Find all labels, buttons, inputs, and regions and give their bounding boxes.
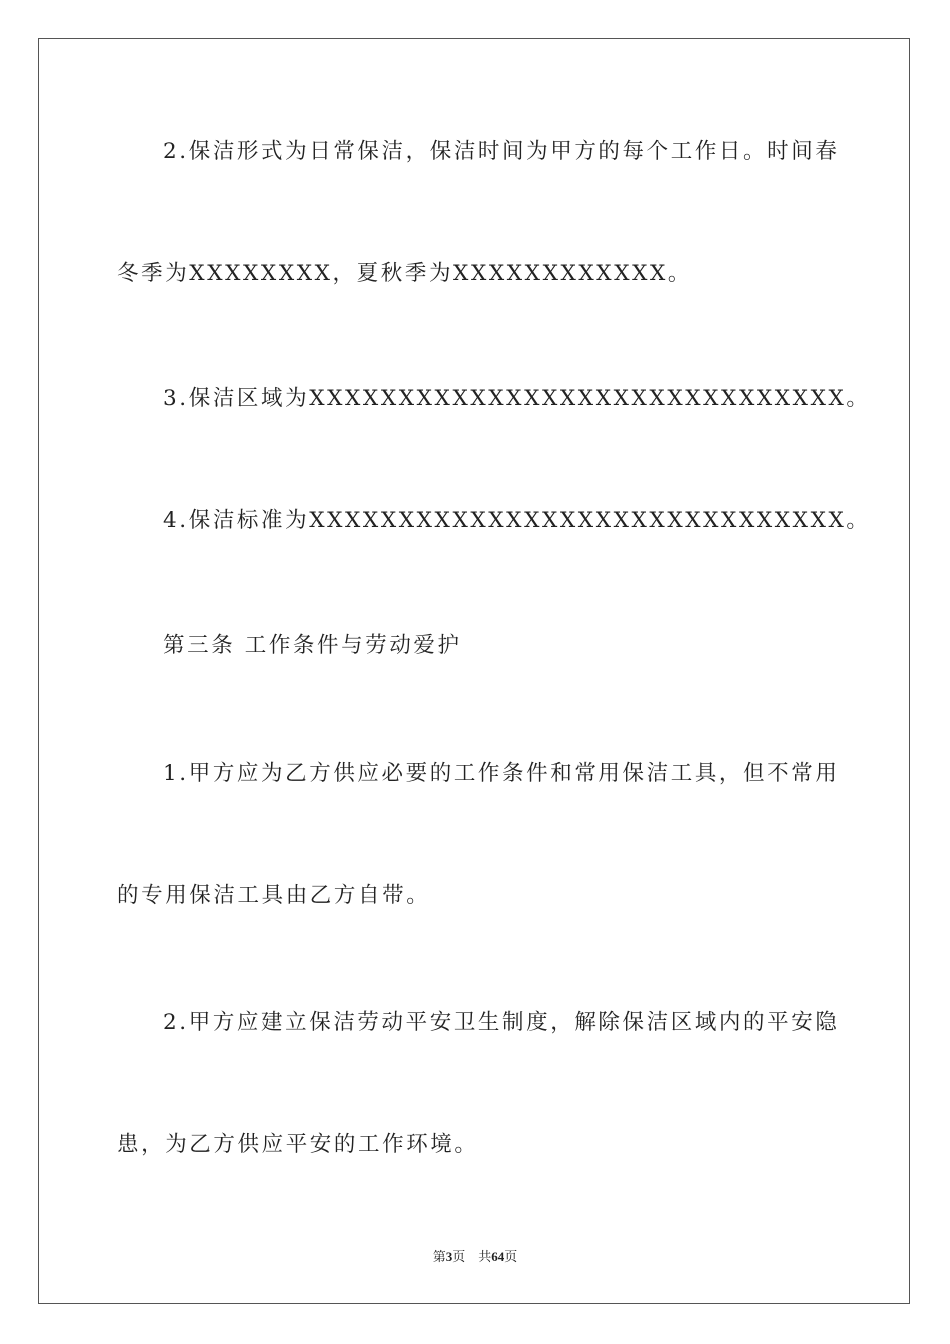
page-footer — [0, 1246, 950, 1265]
footer-page-suffix: 页 — [452, 1249, 466, 1264]
footer-page-prefix: 第 — [432, 1249, 446, 1264]
paragraph-line-8: 患，为乙方供应平安的工作环境。 — [117, 1132, 479, 1157]
paragraph-line-6: 的专用保洁工具由乙方自带。 — [117, 883, 431, 908]
paragraph-line-4: 4.保洁标准为XXXXXXXXXXXXXXXXXXXXXXXXXXXXXX。 — [163, 508, 871, 533]
page-border — [38, 38, 910, 1304]
paragraph-line-2: 冬季为XXXXXXXX，夏秋季为XXXXXXXXXXXX。 — [117, 261, 693, 286]
paragraph-line-7: 2.甲方应建立保洁劳动平安卫生制度，解除保洁区域内的平安隐 — [163, 1010, 840, 1035]
footer-page-number: 3 — [445, 1249, 453, 1264]
footer-total-prefix: 共 — [478, 1249, 492, 1264]
paragraph-line-1: 2.保洁形式为日常保洁，保洁时间为甲方的每个工作日。时间春 — [163, 139, 840, 164]
paragraph-line-3: 3.保洁区域为XXXXXXXXXXXXXXXXXXXXXXXXXXXXXX。 — [163, 386, 871, 411]
paragraph-line-5: 1.甲方应为乙方供应必要的工作条件和常用保洁工具，但不常用 — [163, 761, 840, 786]
section-heading: 第三条 工作条件与劳动爱护 — [163, 633, 462, 658]
footer-total-suffix: 页 — [504, 1249, 518, 1264]
footer-total-pages: 64 — [491, 1249, 505, 1264]
